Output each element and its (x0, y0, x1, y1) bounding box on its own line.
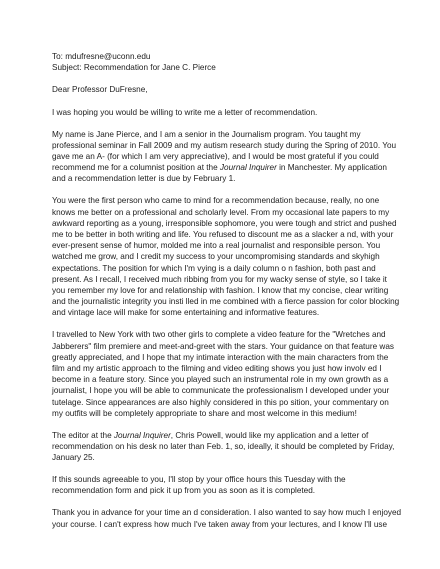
italic-publication-name: Journal Inquirer (113, 430, 171, 440)
text-line: recommendation form and pick it up from you as soon as it is completed. (52, 486, 316, 496)
body-paragraph (52, 129, 400, 185)
text-line: tutelage. Since appearances are also highly considered in this po sition, your commentary on (52, 397, 389, 407)
text-line: knows me better on a professional and scholarly level. From my occasional late papers to my (52, 207, 390, 217)
text-line: Jabberers" film premiere and meet-and-greet with the stars. Your guidance on that feature was (52, 341, 394, 351)
text-line: present. As I recall, I received much ribbing from you for my wacky sense of style, so I take it (52, 274, 387, 284)
text-line: become in a feature story. Since you played such an instrumental role in my own growth as a (52, 375, 389, 385)
text-line: The editor at the Journal Inquirer, Chris Powell, would like my application and a letter of (52, 430, 369, 440)
to-line: To: mdufresne@uconn.edu (52, 52, 151, 61)
text-line: awkward reporting as a young, irresponsible sophomore, you were tough and strict and pushed (52, 218, 397, 228)
salutation: Dear Professor DuFresne, (52, 85, 148, 95)
body-paragraph (52, 329, 400, 419)
text-line: ever-present sense of humor, molded me into a real journalist and responsible person. You (52, 241, 381, 251)
text-line: My name is Jane Pierce, and I am a senior in the Journalism program. You taught my (52, 129, 361, 139)
italic-publication-name: Journal Inquirer (219, 163, 277, 173)
text-line: and vintage lace will make for some entertaining and informative features. (52, 308, 320, 318)
text-line: your course. I can't express how much I've taken away from your lectures, and I know I'll use (52, 519, 388, 529)
subject-line: Subject: Recommendation for Jane C. Pierce (52, 63, 216, 73)
body-paragraph (52, 474, 400, 496)
text-line: I was hoping you would be willing to write me a letter of recommendation. (52, 107, 318, 117)
text-line: professional seminar in Fall 2009 and my autism research study during the Spring of 2010. You (52, 140, 397, 150)
text-line: recommend me for a columnist position at the Journal Inquirer in Manchester. My application (52, 163, 387, 173)
text-line: greatly appreciated, and I hope that my intimate interaction with the main characters from the (52, 352, 389, 362)
body-paragraph (52, 430, 400, 464)
text-line: You were the first person who came to mind for a recommendation because, really, no one (52, 196, 380, 206)
text-line: January 25. (52, 453, 95, 463)
letter-body (52, 107, 400, 530)
text-line: recommendation on his desk no later than Feb. 1, so, ideally, it should be completed by Friday, (52, 442, 395, 452)
text-line: you remember my love for and relationship with fashion. I know that my concise, clear writing (52, 286, 389, 296)
text-line: expectations. The position for which I'm vying is a daily column o n fashion, both past and (52, 263, 376, 273)
text-line: If this sounds agreeable to you, I'll stop by your office hours this Tuesday with the (52, 475, 346, 485)
text-line: Thank you in advance for your time an d consideration. I also wanted to say how much I enjoyed (52, 508, 402, 518)
text-line: me to be better in both writing and life. You refused to discount me as a slacker a nd, with your (52, 230, 394, 240)
text-line: I travelled to New York with two other girls to complete a video feature for the "Wretches and (52, 330, 386, 340)
text-line: gave me an A- (for which I am very appreciative), and I would be most grateful if you could (52, 152, 379, 162)
text-line: film and my artistic approach to the filming and video editing shows you just how involv ed I (52, 364, 382, 374)
body-paragraph (52, 507, 400, 529)
text-line: and a recommendation letter is due by February 1. (52, 174, 236, 184)
text-line: watched me grow, and I credit my success to your uncompromising standards and skyhigh (52, 252, 380, 262)
text-line: journalist, I hope you will be able to communicate the professionalism I developed under your (52, 386, 390, 396)
body-paragraph (52, 107, 400, 118)
text-line: and the journalistic integrity you insti lled in me combined with a fierce passion for color blocking (52, 297, 400, 307)
text-line: my outfits will be completely appropriate to share and most welcome in this medium! (52, 408, 357, 418)
body-paragraph (52, 195, 400, 318)
